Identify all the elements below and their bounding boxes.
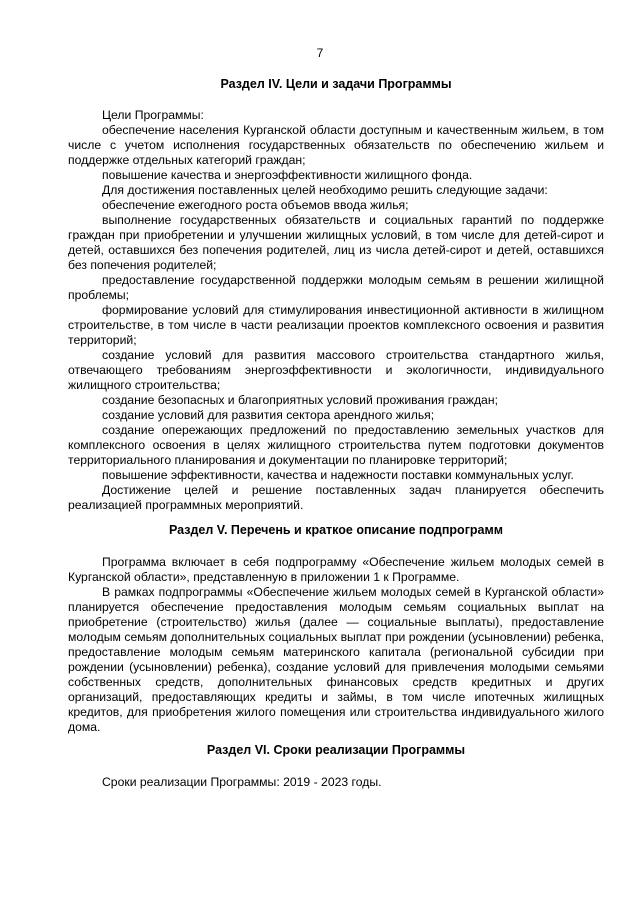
s4-task-1: обеспечение ежегодного роста объемов ввода жилья; — [102, 198, 409, 212]
s4-task-2: выполнение государственных обязательств и социальных гарантий по поддержке граждан при приобретении и улучшении жилищных условий, в том числе для детей-сирот и детей, оставшихся без попечения родителей, лиц из числа детей-сирот и детей, оставшихся без попечения родителей; — [68, 213, 604, 272]
s4-task-5: создание условий для развития массового строительства стандартного жилья, отвечающего требованиям энергоэффективности и экологичности, индивидуального жилищного строительства; — [68, 348, 604, 392]
s5-paragraph-2: В рамках подпрограммы «Обеспечение жильем молодых семей в Курганской области» планируется обеспечение предоставления молодым семьям социальных выплат на приобретение (строительство) жилья (далее — социальные выплаты), предоставление молодым семьям дополнительных социальных выплат при рождении (усыновлении) ребенка, предоставление молодым семьям материнского капитала (региональной субсидии при рождении (усыновлении) ребенка), создание условий для привлечения молодыми семьями собственных средств, дополнительных финансовых средств кредитных и других организаций, предоставляющих кредиты и займы, в том числе ипотечных жилищных кредитов, для приобретения жилого помещения или строительства индивидуального жилого дома. — [68, 585, 604, 734]
section-4-title: Раздел IV. Цели и задачи Программы — [220, 77, 452, 91]
page-number: 7 — [316, 46, 324, 60]
section-5-title: Раздел V. Перечень и краткое описание подпрограмм — [169, 523, 503, 537]
s5-paragraph-1: Программа включает в себя подпрограмму «Обеспечение жильем молодых семей в Курганской области», представленную в приложении 1 к Программе. — [68, 555, 604, 584]
s4-task-8: создание опережающих предложений по предоставлению земельных участков для комплексного освоения в целях жилищного строительства путем подготовки документов территориального планирования и документации по планировке территорий; — [68, 423, 604, 467]
section-6-title: Раздел VI. Сроки реализации Программы — [206, 743, 466, 757]
s4-goals-label: Цели Программы: — [102, 108, 204, 122]
s4-goal-1: обеспечение населения Курганской области доступным и качественным жильем, в том числе с учетом исполнения государственных обязательств по обеспечению жильем и поддержке отдельных категорий граждан; — [68, 123, 604, 167]
s4-task-6: создание безопасных и благоприятных условий проживания граждан; — [102, 393, 498, 407]
s4-goal-2: повышение качества и энергоэффективности жилищного фонда. — [102, 168, 473, 182]
s4-tasks-intro: Для достижения поставленных целей необходимо решить следующие задачи: — [102, 183, 548, 197]
s4-task-3: предоставление государственной поддержки молодым семьям в решении жилищной проблемы; — [68, 273, 604, 302]
s4-task-4: формирование условий для стимулирования инвестиционной активности в жилищном строительстве, в том числе в части реализации проектов комплексного освоения и развития территорий; — [68, 303, 604, 347]
s4-conclusion: Достижение целей и решение поставленных задач планируется обеспечить реализацией программных мероприятий. — [68, 483, 604, 512]
s6-paragraph-1: Сроки реализации Программы: 2019 - 2023 годы. — [102, 775, 382, 789]
s4-task-9: повышение эффективности, качества и надежности поставки коммунальных услуг. — [102, 468, 574, 482]
s4-task-7: создание условий для развития сектора арендного жилья; — [102, 408, 435, 422]
